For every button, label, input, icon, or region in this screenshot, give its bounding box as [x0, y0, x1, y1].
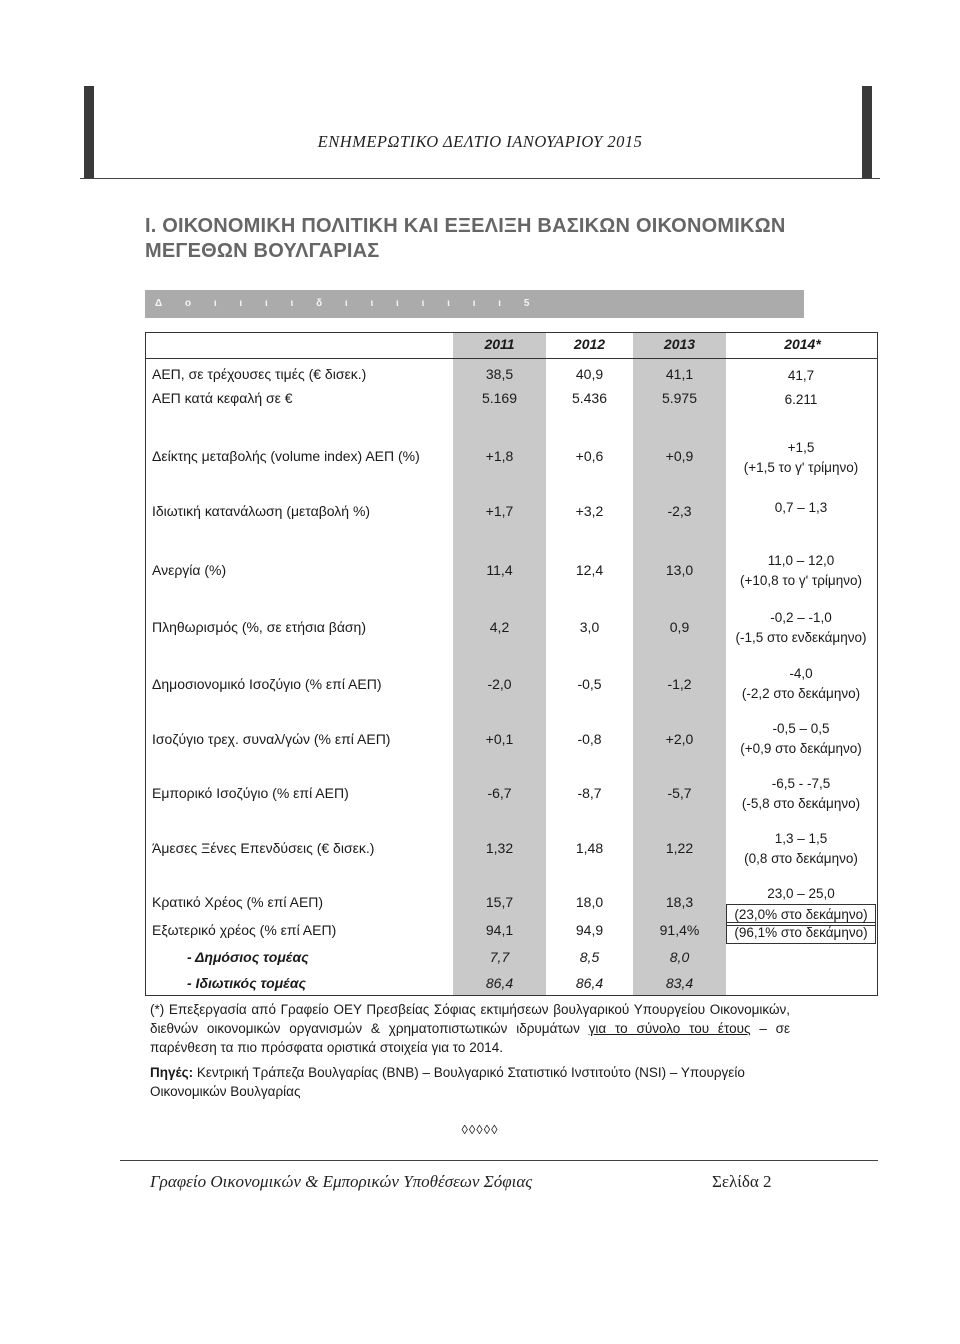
row-label-volume-index: Δείκτης μεταβολής (volume index) ΑΕΠ (%) [152, 448, 420, 464]
cell-fdi-2011: 1,32 [485, 840, 514, 856]
cell-fdi-2013: 1,22 [665, 840, 694, 856]
cell-fdi-2014-value: 1,3 – 1,5 [774, 831, 828, 846]
cell-gdp-per-capita-2013: 5.975 [661, 390, 698, 406]
cell-volume-index-2012: +0,6 [575, 448, 604, 464]
cell-private-consumption-2013: -2,3 [667, 503, 692, 519]
row-label-public-debt: Κρατικό Χρέος (% επί ΑΕΠ) [152, 894, 324, 910]
cell-volume-index-2014 [726, 438, 876, 478]
footnote [150, 1000, 790, 1057]
cell-public-sector-2012: 8,5 [579, 949, 600, 965]
cell-public-debt-2011: 15,7 [485, 894, 514, 910]
cell-inflation-2014-note: (-1,5 στο ενδεκάμηνο) [735, 630, 867, 645]
cell-trade-balance-2014 [726, 774, 876, 814]
year-header-2014: 2014* [784, 336, 821, 352]
cell-fiscal-balance-2013: -1,2 [667, 676, 692, 692]
cell-public-debt-2012: 18,0 [575, 894, 604, 910]
row-label-external-debt: Εξωτερικό χρέος (% επί ΑΕΠ) [152, 922, 337, 938]
cell-trade-balance-2013: -5,7 [667, 785, 692, 801]
cell-private-sector-2011: 86,4 [485, 975, 514, 991]
cell-gdp-per-capita-2012: 5.436 [571, 390, 608, 406]
cell-private-consumption-2014: 0,7 – 1,3 [774, 500, 828, 515]
cell-unemployment-2011: 11,4 [486, 562, 513, 578]
section-title [145, 214, 825, 264]
cell-public-debt-2014-value: 23,0 – 25,0 [767, 886, 835, 901]
footer-divider [120, 1160, 878, 1161]
cell-gdp-2011: 38,5 [485, 366, 514, 382]
section-title-line2: ΜΕΓΕΘΩΝ ΒΟΥΛΓΑΡΙΑΣ [145, 240, 380, 262]
cell-public-sector-2013: 8,0 [669, 949, 690, 965]
row-label-trade-balance: Εμπορικό Ισοζύγιο (% επί ΑΕΠ) [152, 785, 349, 801]
cell-private-consumption-2012: +3,2 [575, 503, 604, 519]
cell-public-debt-2014-note: (23,0% στο δεκάμηνο) [726, 904, 876, 926]
year-header-2013: 2013 [663, 336, 696, 352]
cell-inflation-2011: 4,2 [489, 619, 510, 635]
row-label-fdi: Άμεσες Ξένες Επενδύσεις (€ δισεκ.) [152, 840, 375, 856]
cell-volume-index-2014-note: (+1,5 το γ' τρίμηνο) [743, 460, 859, 475]
row-label-gdp: ΑΕΠ, σε τρέχουσες τιμές (€ δισεκ.) [152, 366, 367, 382]
cell-current-account-2012: -0,8 [577, 731, 602, 747]
cell-unemployment-2014 [726, 551, 876, 591]
row-label-fiscal-balance: Δημοσιονομικό Ισοζύγιο (% επί ΑΕΠ) [152, 676, 382, 692]
cell-current-account-2014-value: -0,5 – 0,5 [772, 721, 830, 736]
cell-private-sector-2013: 83,4 [665, 975, 694, 991]
section-title-line1: I. ΟΙΚΟΝΟΜΙΚΗ ΠΟΛΙΤΙΚΗ ΚΑΙ ΕΞΕΛΙΞΗ ΒΑΣΙΚΩΝ ΟΙΚΟΝΟΜΙΚΩΝ [145, 215, 786, 237]
cell-gdp-per-capita-2014: 6.211 [784, 392, 818, 407]
row-label-private-consumption: Ιδιωτική κατανάλωση (μεταβολή %) [152, 503, 371, 519]
cell-external-debt-2011: 94,1 [485, 922, 514, 938]
cell-gdp-per-capita-2011: 5.169 [481, 390, 518, 406]
table-header-divider [145, 358, 878, 359]
cell-fiscal-balance-2012: -0,5 [577, 676, 602, 692]
footnote-text-part2: – σε παρένθεση τα πιο πρόσφατα οριστικά στοιχεία για το 2014. [150, 1021, 790, 1055]
cell-volume-index-2014-value: +1,5 [787, 440, 815, 455]
cell-public-debt-2013: 18,3 [665, 894, 694, 910]
table-banner: Δ ο ι ι ι ι δ ι ι ι ι ι ι ι 5 [145, 290, 804, 318]
sources-label: Πηγές: [150, 1065, 194, 1080]
cell-public-debt-2014 [726, 884, 876, 926]
row-label-unemployment: Ανεργία (%) [152, 562, 227, 578]
cell-private-sector-2012: 86,4 [575, 975, 604, 991]
cell-fdi-2014 [726, 829, 876, 869]
cell-gdp-2013: 41,1 [665, 366, 694, 382]
row-label-gdp-per-capita: ΑΕΠ κατά κεφαλή σε € [152, 390, 293, 406]
header-divider [80, 178, 880, 179]
sources-text: Κεντρική Τράπεζα Βουλγαρίας (BNB) – Βουλγαρικό Στατιστικό Ινστιτούτο (NSI) – Υπουργείο Οικονομικών Βουλγαρίας [150, 1065, 745, 1099]
subrow-label-private-sector: - Ιδιωτικός τομέας [187, 975, 306, 991]
year-header-2012: 2012 [573, 336, 606, 352]
cell-unemployment-2012: 12,4 [575, 562, 604, 578]
cell-private-consumption-2011: +1,7 [485, 503, 514, 519]
cell-trade-balance-2014-note: (-5,8 στο δεκάμηνο) [741, 796, 861, 811]
cell-fiscal-balance-2014-note: (-2,2 στο δεκάμηνο) [741, 686, 861, 701]
cell-fdi-2014-note: (0,8 στο δεκάμηνο) [744, 851, 858, 866]
cell-current-account-2014 [726, 719, 876, 759]
cell-public-sector-2011: 7,7 [489, 949, 510, 965]
cell-volume-index-2013: +0,9 [665, 448, 694, 464]
row-label-inflation: Πληθωρισμός (%, σε ετήσια βάση) [152, 619, 367, 635]
cell-current-account-2013: +2,0 [665, 731, 694, 747]
cell-unemployment-2014-value: 11,0 – 12,0 [767, 553, 835, 568]
cell-gdp-2012: 40,9 [575, 366, 604, 382]
cell-volume-index-2011: +1,8 [485, 448, 514, 464]
cell-trade-balance-2012: -8,7 [577, 785, 602, 801]
year-header-2011: 2011 [484, 336, 515, 352]
cell-trade-balance-2014-value: -6,5 - -7,5 [771, 776, 831, 791]
cell-unemployment-2014-note: (+10,8 το γ' τρίμηνο) [740, 573, 862, 588]
cell-inflation-2013: 0,9 [669, 619, 690, 635]
cell-external-debt-2013: 91,4% [659, 922, 700, 938]
footer-page-number: Σελίδα 2 [712, 1172, 772, 1191]
cell-gdp-2014: 41,7 [787, 368, 815, 383]
footnote-underlined-text: για το σύνολο του έτους [588, 1021, 751, 1036]
footer-office-name: Γραφείο Οικονομικών & Εμπορικών Υποθέσεων Σόφιας [150, 1172, 533, 1191]
cell-unemployment-2013: 13,0 [665, 562, 694, 578]
cell-fiscal-balance-2014-value: -4,0 [789, 666, 813, 681]
cell-fdi-2012: 1,48 [575, 840, 604, 856]
header-title: ΕΝΗΜΕΡΩΤΙΚΟ ΔΕΛΤΙΟ ΙΑΝΟΥΑΡΙΟΥ 2015 [317, 132, 643, 151]
cell-inflation-2014-value: -0,2 – -1,0 [770, 610, 832, 625]
cell-trade-balance-2011: -6,7 [487, 785, 512, 801]
footnote-text-part1: (*) Επεξεργασία από Γραφείο ΟΕΥ Πρεσβείας Σόφιας εκτιμήσεων βουλγαρικού Υπουργείου Οικονομικών, διεθνών οικονομικών οργανισμών & χρηματοπιστωτικών ιδρυμάτων [150, 1002, 790, 1036]
cell-inflation-2012: 3,0 [579, 619, 600, 635]
cell-inflation-2014 [726, 608, 876, 648]
cell-current-account-2011: +0,1 [485, 731, 514, 747]
sources-note [150, 1063, 790, 1101]
cell-fiscal-balance-2014 [726, 664, 876, 704]
cell-external-debt-2014: (96,1% στο δεκάμηνο) [726, 922, 876, 944]
cell-external-debt-2012: 94,9 [575, 922, 604, 938]
row-label-current-account: Ισοζύγιο τρεχ. συναλ/γών (% επί ΑΕΠ) [152, 731, 391, 747]
ornament-divider: ◊◊◊◊◊ [461, 1122, 499, 1137]
subrow-label-public-sector: - Δημόσιος τομέας [187, 949, 309, 965]
cell-fiscal-balance-2011: -2,0 [487, 676, 512, 692]
cell-current-account-2014-note: (+0,9 στο δεκάμηνο) [740, 741, 862, 756]
